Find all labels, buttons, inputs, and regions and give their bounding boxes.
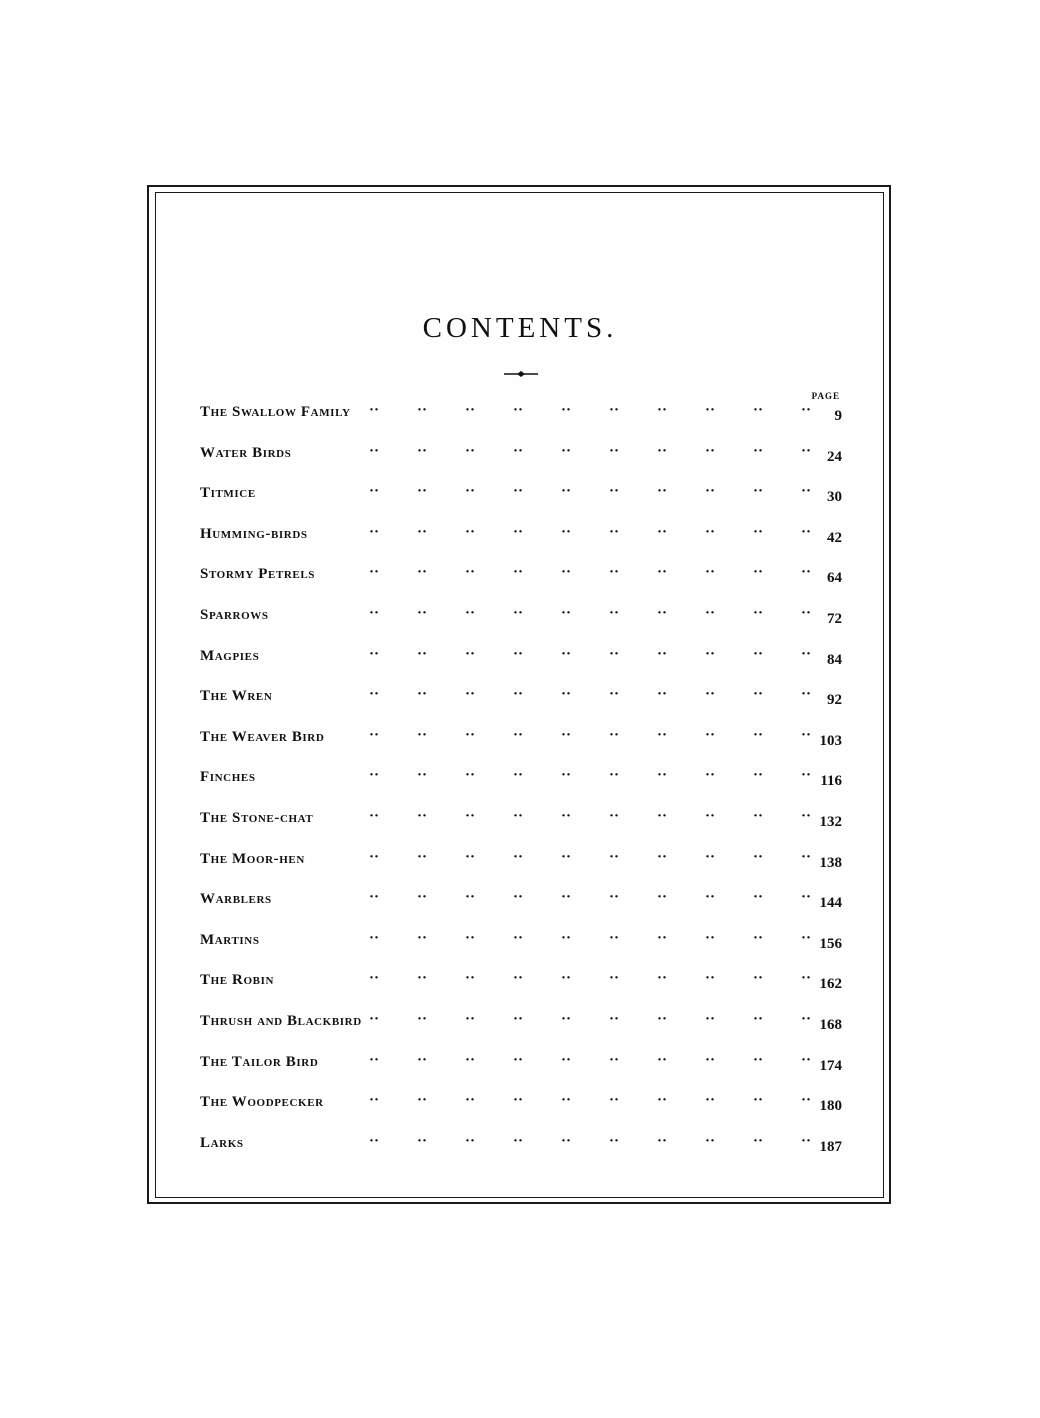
contents-title: CONTENTS. (422, 312, 618, 344)
toc-entry (200, 603, 842, 633)
toc-entry-title: Magpies (200, 648, 265, 665)
toc-entry-page-number: 162 (819, 976, 842, 993)
toc-entry-page-number: 168 (819, 1017, 842, 1033)
toc-dot-leader: ·· ·· ·· ·· ·· ·· ·· ·· ·· ·· (368, 523, 811, 540)
toc-entry-title: The Robin (200, 972, 280, 989)
toc-dot-leader: ·· ·· ·· ·· ·· ·· ·· ·· ·· ·· (368, 442, 811, 459)
page-column-heading: PAGE (811, 391, 840, 401)
toc-dot-leader: ·· ·· ·· ·· ·· ·· ·· ·· ·· ·· (368, 564, 811, 581)
toc-entry-page-number: 24 (827, 448, 842, 465)
toc-entry (200, 806, 842, 836)
toc-entry-title: The Moor-hen (200, 851, 311, 868)
toc-entry-title: The Wren (200, 688, 278, 705)
toc-dot-leader: ·· ·· ·· ·· ·· ·· ·· ·· ·· ·· (368, 726, 811, 743)
toc-entry-title: Stormy Petrels (200, 566, 321, 583)
toc-entry-page-number: 64 (827, 570, 842, 587)
toc-dot-leader: ·· ·· ·· ·· ·· ·· ·· ·· ·· ·· (368, 970, 811, 987)
toc-entry (200, 887, 842, 917)
toc-entry-page-number: 103 (819, 732, 842, 749)
toc-dot-leader: ·· ·· ·· ·· ·· ·· ·· ·· ·· ·· (368, 929, 811, 946)
toc-entry-title: Titmice (200, 485, 262, 502)
toc-entry-page-number: 132 (819, 814, 842, 830)
toc-entry-page-number: 174 (819, 1057, 842, 1074)
toc-entry-title: The Weaver Bird (200, 729, 330, 746)
toc-entry-title: Sparrows (200, 607, 275, 624)
toc-entry (200, 765, 842, 795)
toc-entry-title: The Woodpecker (200, 1094, 330, 1111)
toc-entry (200, 522, 842, 552)
toc-entry (200, 847, 842, 877)
toc-dot-leader: ·· ·· ·· ·· ·· ·· ·· ·· ·· ·· (368, 767, 811, 784)
toc-dot-leader: ·· ·· ·· ·· ·· ·· ·· ·· ·· ·· (368, 402, 811, 418)
toc-entry-page-number: 84 (827, 651, 842, 668)
toc-entry (200, 400, 842, 430)
toc-entry (200, 1050, 842, 1080)
toc-entry (200, 644, 842, 674)
toc-entry-title: Finches (200, 769, 262, 786)
toc-entry (200, 1090, 842, 1120)
toc-dot-leader: ·· ·· ·· ·· ·· ·· ·· ·· ·· ·· (368, 483, 811, 500)
toc-entry-page-number: 42 (827, 529, 842, 546)
toc-entry-page-number: 138 (819, 854, 842, 871)
toc-entry (200, 928, 842, 958)
toc-entry (200, 725, 842, 755)
toc-entry-page-number: 9 (834, 408, 842, 424)
toc-entry-title: Water Birds (200, 445, 297, 462)
toc-entry (200, 562, 842, 592)
toc-entry-title: The Tailor Bird (200, 1054, 324, 1071)
toc-entry (200, 1131, 842, 1161)
toc-dot-leader: ·· ·· ·· ·· ·· ·· ·· ·· ·· ·· (368, 605, 811, 621)
toc-entry-title: The Swallow Family (200, 404, 357, 421)
toc-dot-leader: ·· ·· ·· ·· ·· ·· ·· ·· ·· ·· (368, 1051, 811, 1068)
toc-entry-page-number: 30 (827, 489, 842, 506)
toc-entry (200, 441, 842, 471)
toc-entry-page-number: 72 (827, 611, 842, 627)
toc-entry (200, 968, 842, 998)
toc-entry-page-number: 92 (827, 692, 842, 709)
toc-dot-leader: ·· ·· ·· ·· ·· ·· ·· ·· ·· ·· (368, 1011, 811, 1027)
toc-dot-leader: ·· ·· ·· ·· ·· ·· ·· ·· ·· ·· (368, 889, 811, 906)
toc-entry-page-number: 116 (820, 773, 842, 790)
toc-entry-title: Martins (200, 932, 266, 949)
toc-dot-leader: ·· ·· ·· ·· ·· ·· ·· ·· ·· ·· (368, 808, 811, 824)
toc-dot-leader: ·· ·· ·· ·· ·· ·· ·· ·· ·· ·· (368, 848, 811, 865)
toc-dot-leader: ·· ·· ·· ·· ·· ·· ·· ·· ·· ·· (368, 686, 811, 703)
ornament-rule-icon (503, 367, 539, 381)
toc-entry-page-number: 187 (819, 1138, 842, 1155)
toc-entry-page-number: 144 (819, 895, 842, 912)
toc-entry (200, 1009, 842, 1039)
toc-entry-title: Warblers (200, 891, 278, 908)
toc-entry (200, 481, 842, 511)
toc-entry-title: The Stone-chat (200, 810, 319, 827)
toc-entry-title: Humming-birds (200, 526, 314, 543)
toc-dot-leader: ·· ·· ·· ·· ·· ·· ·· ·· ·· ·· (368, 645, 811, 662)
toc-dot-leader: ·· ·· ·· ·· ·· ·· ·· ·· ·· ·· (368, 1132, 811, 1149)
toc-entry-page-number: 156 (819, 935, 842, 952)
toc-entry-title: Thrush and Blackbird (200, 1013, 368, 1030)
toc-dot-leader: ·· ·· ·· ·· ·· ·· ·· ·· ·· ·· (368, 1092, 811, 1109)
toc-entry (200, 684, 842, 714)
toc-entry-page-number: 180 (819, 1098, 842, 1115)
toc-entry-title: Larks (200, 1135, 250, 1152)
